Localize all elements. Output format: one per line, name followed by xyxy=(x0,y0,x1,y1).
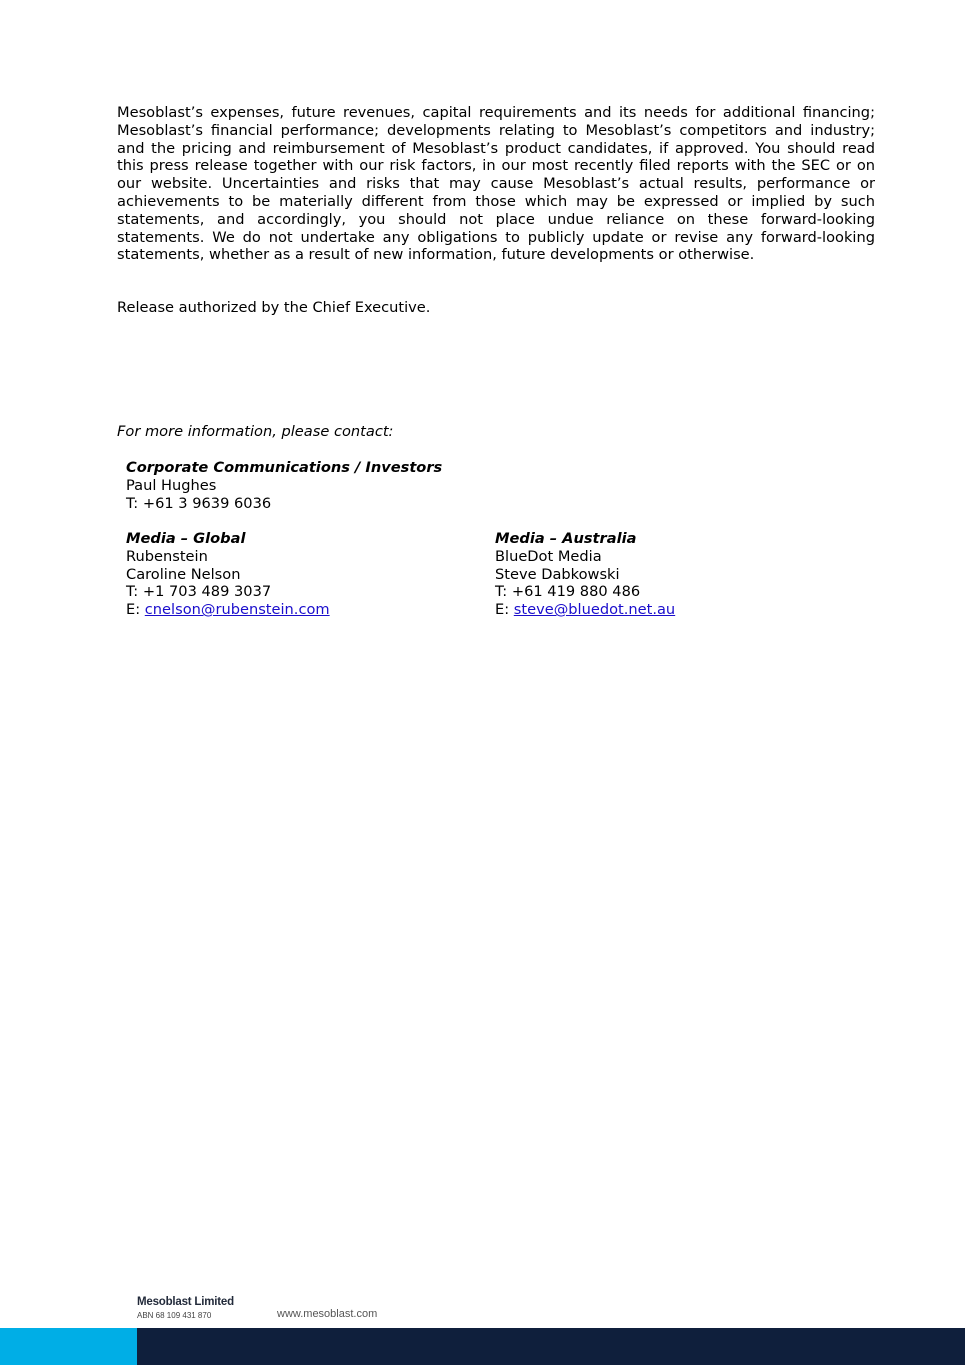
footer-abn: ABN 68 109 431 870 xyxy=(137,1311,212,1320)
footer-website: www.mesoblast.com xyxy=(277,1308,378,1320)
forward-looking-paragraph: Mesoblast’s expenses, future revenues, capital requirements and its needs for additional financing; Mesoblast’s financial performance; developments relating to Mesoblast’s competitors and industry; and the pricing and reimbursement of Mesoblast’s product candidates, if approved. You should read this press release together with our risk factors, in our most recently filed reports with the SEC or on our website. Uncertainties and risks that may cause Mesoblast’s actual results, performance or achievements to be materially different from those which may be expressed or implied by such statements, and accordingly, you should not place undue reliance on these forward-looking statements. We do not undertake any obligations to publicly update or revise any forward-looking statements, whether as a result of new information, future developments or otherwise. xyxy=(117,104,875,264)
contact-media-australia xyxy=(495,530,675,619)
email-link[interactable]: steve@bluedot.net.au xyxy=(513,601,676,619)
contact-phone: T: +61 3 9639 6036 xyxy=(126,494,272,512)
email-link[interactable]: cnelson@rubenstein.com xyxy=(144,601,330,619)
contact-corporate xyxy=(126,459,442,512)
contact-org: Rubenstein xyxy=(126,547,208,565)
footer-company-name: Mesoblast Limited xyxy=(137,1296,234,1308)
contact-phone: T: +1 703 489 3037 xyxy=(126,583,272,601)
footer-navy-bar xyxy=(137,1328,965,1365)
contact-heading: Media – Australia xyxy=(495,530,637,547)
contact-name: Caroline Nelson xyxy=(126,565,241,583)
footer-cyan-bar xyxy=(0,1328,137,1365)
contact-email-row xyxy=(495,601,675,619)
contact-heading: Media – Global xyxy=(126,530,246,547)
email-prefix: E: xyxy=(495,601,514,619)
contact-heading: Corporate Communications / Investors xyxy=(126,459,443,476)
contact-intro: For more information, please contact: xyxy=(117,423,394,440)
contact-org: BlueDot Media xyxy=(495,547,602,565)
contact-phone: T: +61 419 880 486 xyxy=(495,583,641,601)
contact-name: Steve Dabkowski xyxy=(495,565,620,583)
email-prefix: E: xyxy=(126,601,145,619)
release-authorization: Release authorized by the Chief Executive. xyxy=(117,299,431,316)
contact-media-global xyxy=(126,530,330,619)
contact-name: Paul Hughes xyxy=(126,476,217,494)
contact-email-row xyxy=(126,601,330,619)
